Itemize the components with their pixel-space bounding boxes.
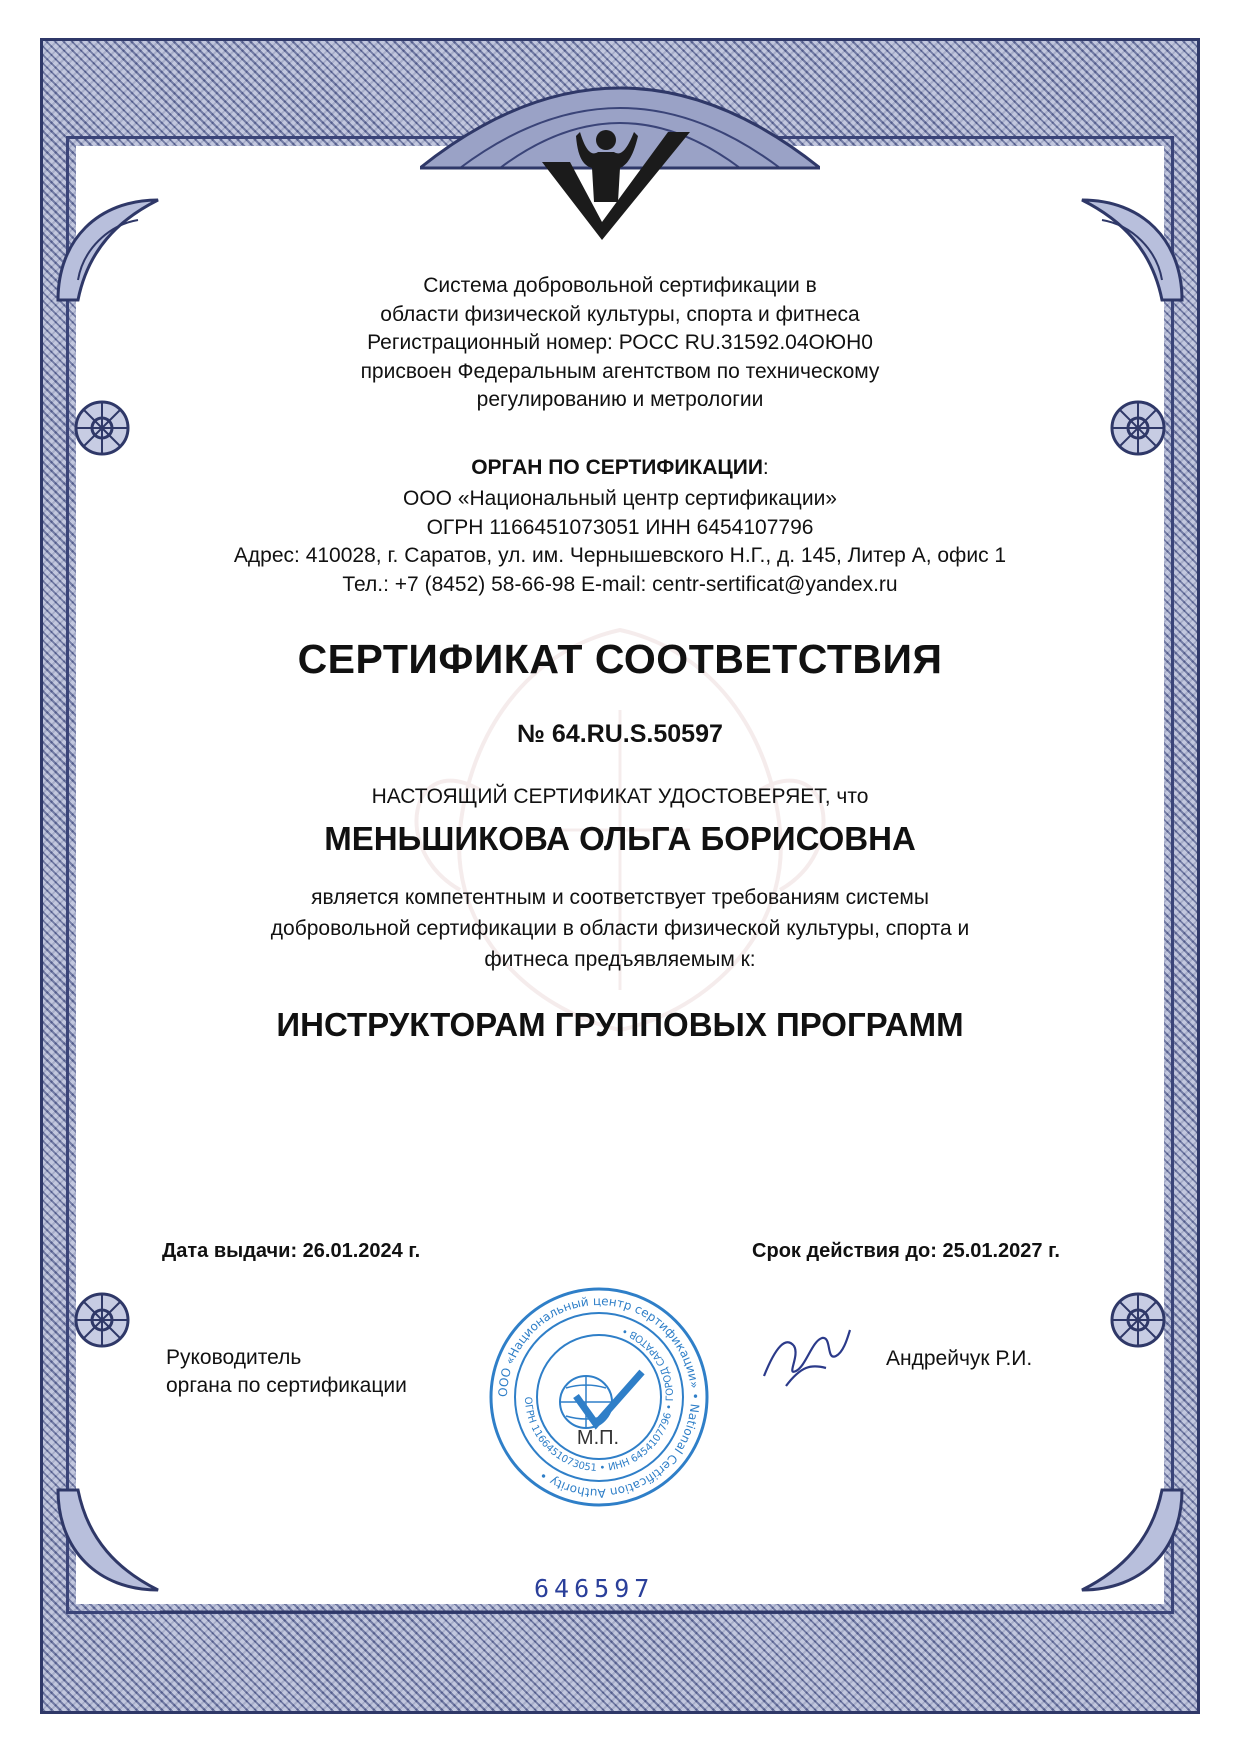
certification-body-title	[0, 456, 1240, 480]
certified-program: ИНСТРУКТОРАМ ГРУППОВЫХ ПРОГРАММ	[276, 1006, 964, 1043]
certificate-title: СЕРТИФИКАТ СООТВЕТСТВИЯ	[297, 636, 943, 682]
statement-line: добровольной сертификации в области физической культуры, спорта и	[270, 917, 970, 940]
rosette-icon	[1108, 1290, 1168, 1350]
organization-registration: ОГРН 1166451073051 ИНН 6454107796	[426, 515, 814, 539]
certification-body-title-text: ОРГАН ПО СЕРТИФИКАЦИИ	[471, 456, 763, 479]
certification-system-header	[0, 272, 1240, 415]
attestation-lower: что	[830, 785, 869, 808]
organization-name: ООО «Национальный центр сертификации»	[403, 487, 837, 510]
header-line: Система добровольной сертификации в	[423, 274, 817, 297]
organization-contacts: Тел.: +7 (8452) 58-66-98 E-mail: centr-sertificat@yandex.ru	[342, 572, 898, 596]
handwritten-signature-icon	[756, 1316, 856, 1396]
signer-role-line: Руководитель	[166, 1346, 302, 1369]
competence-statement	[0, 882, 1240, 975]
statement-line: является компетентным и соответствует требованиям системы	[311, 886, 929, 909]
signer-role	[166, 1344, 407, 1400]
attestation-line	[0, 785, 1240, 809]
stamp-outer-text: ООО «Национальный центр сертификации» • National Certification Authority •	[495, 1293, 703, 1501]
bottom-ornament-icon	[40, 1604, 1200, 1714]
valid-until-date: Срок действия до: 25.01.2027 г.	[752, 1240, 1060, 1262]
corner-ornament-icon	[1072, 1480, 1192, 1600]
attestation-upper: НАСТОЯЩИЙ СЕРТИФИКАТ УДОСТОВЕРЯЕТ,	[371, 785, 831, 808]
certification-body-title-colon: :	[762, 456, 769, 479]
statement-line: фитнеса предъявляемым к:	[484, 948, 756, 971]
header-line: регулированию и метрологии	[476, 388, 764, 411]
signer-role-line: органа по сертификации	[166, 1374, 407, 1397]
fitness-checkmark-logo-icon	[540, 122, 690, 242]
organization-stamp-icon	[486, 1284, 712, 1510]
holder-name: МЕНЬШИКОВА ОЛЬГА БОРИСОВНА	[324, 820, 916, 857]
serial-number: 646597	[534, 1574, 655, 1603]
signer-name: Андрейчук Р.И.	[886, 1347, 1033, 1370]
stamp-mark: М.П.	[576, 1427, 620, 1449]
organization-address: Адрес: 410028, г. Саратов, ул. им. Чернышевского Н.Г., д. 145, Литер А, офис 1	[233, 544, 1007, 567]
certificate-number: № 64.RU.S.50597	[517, 720, 723, 748]
certification-body-details	[0, 485, 1240, 599]
header-line: Регистрационный номер: РОСС RU.31592.04ОЮН0	[367, 331, 873, 354]
issue-date: Дата выдачи: 26.01.2024 г.	[162, 1240, 421, 1262]
stamp-inner-text: ОГРН 1166451073051 • ИНН 6454107796 • ГОРОД САРАТОВ •	[521, 1324, 677, 1475]
header-line: присвоен Федеральным агентством по техническому	[360, 359, 880, 383]
rosette-icon	[72, 1290, 132, 1350]
header-line: области физической культуры, спорта и фитнеса	[380, 302, 860, 326]
corner-ornament-icon	[48, 1480, 168, 1600]
